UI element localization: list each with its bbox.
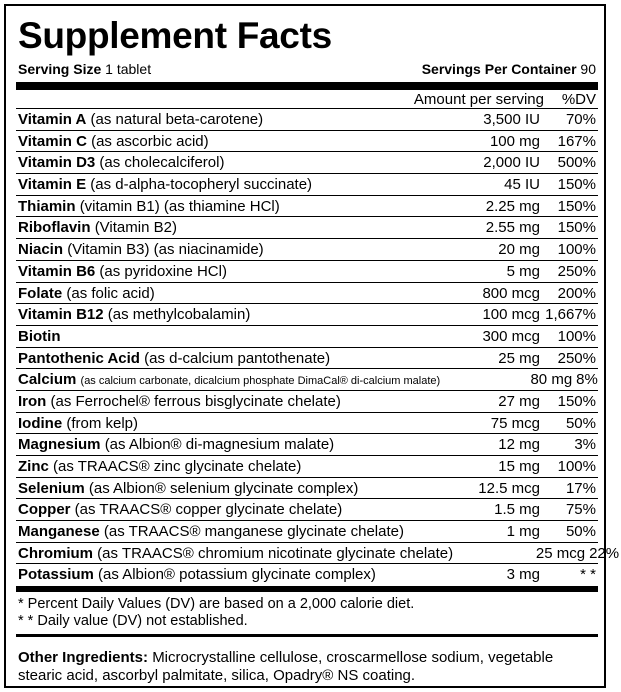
nutrient-name: Biotin [18,327,61,345]
amount-cell: 80 mg [530,371,573,389]
nutrient-name-cell [16,456,408,477]
amount-cell: 3,500 IU [483,111,540,128]
nutrient-source: (as d-calcium pantothenate) [144,349,331,367]
nutrient-source: (as TRAACS® manganese glycinate chelate) [103,523,404,541]
dv-cell: 50% [565,414,596,432]
amount-cell: 1.5 mg [494,501,540,519]
dv-cell: 150% [557,197,596,215]
serving-info [16,60,598,82]
table-row [16,413,598,435]
nutrient-source: (as ascorbic acid) [91,132,209,150]
amount-cell: 2.55 mg [485,219,540,237]
nutrient-name-cell [16,434,408,455]
servings-per-container-label: Servings Per Container [421,61,577,77]
nutrient-name-cell [16,521,408,542]
table-row [16,152,598,174]
nutrient-name-cell [16,304,408,325]
dv-cell: 22% [589,544,620,562]
table-row [16,217,598,239]
nutrient-source: (as TRAACS® copper glycinate chelate) [74,501,343,519]
panel-title: Supplement Facts [18,15,332,56]
nutrient-name: Selenium [18,479,85,497]
amount-cell: 12.5 mcg [478,479,540,497]
table-row [16,456,598,478]
nutrient-source: (as calcium carbonate, dicalcium phosphate DimaCal® di-calcium malate) [80,375,441,388]
nutrient-source: (as TRAACS® zinc glycinate chelate) [53,458,302,475]
table-row [16,239,598,261]
other-ingredients-label: Other Ingredients: [18,649,149,667]
nutrient-source: (from kelp) [66,414,139,432]
nutrient-name-cell [16,564,408,586]
nutrient-name: Vitamin C [18,132,87,150]
table-row [16,478,598,500]
dv-cell: 200% [557,284,596,302]
nutrient-table [16,109,620,586]
supplement-facts-panel [4,4,620,688]
nutrient-source: (Vitamin B2) [94,219,177,237]
nutrient-name: Vitamin D3 [18,154,96,172]
nutrient-source: (as cholecalciferol) [99,154,225,172]
dv-cell: 250% [557,262,596,280]
nutrient-name-cell [16,196,408,217]
nutrient-name-cell [16,499,408,520]
amount-cell: 27 mg [498,392,540,410]
dv-cell: 70% [565,111,596,128]
nutrient-name-cell [16,131,408,152]
dv-cell: 167% [557,132,596,150]
nutrient-source: (as Ferrochel® ferrous bisglycinate chelate) [50,392,341,410]
nutrient-name: Thiamin [18,197,76,215]
nutrient-name-cell [16,369,440,390]
amount-cell: 5 mg [506,262,540,280]
amount-cell: 2,000 IU [483,154,540,172]
dv-cell: 150% [557,176,596,194]
dv-cell: 100% [557,241,596,259]
nutrient-source: (as Albion® potassium glycinate complex) [98,566,376,584]
nutrient-name: Pantothenic Acid [18,349,140,367]
amount-cell: 25 mcg [535,544,586,562]
footnote-dv-basis: * Percent Daily Values (DV) are based on a 2,000 calorie diet. [18,596,415,613]
nutrient-source: (as TRAACS® chromium nicotinate glycinate chelate) [97,544,454,562]
table-row [16,543,620,565]
nutrient-name-cell [16,326,408,347]
nutrient-name-cell [16,391,408,412]
table-row [16,326,598,348]
table-row [16,434,598,456]
nutrient-name-cell [16,543,453,564]
serving-size-label: Serving Size [18,61,102,77]
table-row [16,369,598,391]
dv-cell: 50% [565,523,596,541]
nutrient-source: (as pyridoxine HCl) [99,262,227,280]
amount-cell: 1 mg [506,523,540,541]
amount-cell: 15 mg [498,458,540,475]
other-ingredients-text: Microcrystalline cellulose, croscarmellose sodium, vegetable stearic acid, ascorbyl palmitate, silica, Opadry® NS coating. [18,649,554,685]
nutrient-name: Zinc [18,458,49,475]
nutrient-name: Vitamin E [18,176,87,194]
amount-cell: 100 mg [489,132,540,150]
dv-cell: 150% [557,219,596,237]
nutrient-name: Iodine [18,414,63,432]
nutrient-name-cell [16,348,408,369]
nutrient-source: (as folic acid) [66,284,155,302]
nutrient-name: Iron [18,392,47,410]
dv-cell: 75% [565,501,596,519]
dv-cell: 100% [557,327,596,345]
nutrient-name-cell [16,478,408,499]
nutrient-name: Vitamin A [18,111,87,128]
nutrient-name: Potassium [18,566,94,584]
nutrient-source: (Vitamin B3) (as niacinamide) [67,241,264,259]
nutrient-name: Magnesium [18,436,101,454]
footnotes [16,586,598,630]
nutrient-source: (vitamin B1) (as thiamine HCl) [79,197,280,215]
nutrient-name-cell [16,261,408,282]
table-row [16,304,598,326]
nutrient-name-cell [16,152,408,173]
thick-divider [16,82,598,90]
table-row [16,109,598,131]
nutrient-name-cell [16,174,408,195]
dv-cell: 17% [565,479,596,497]
nutrient-name: Folate [18,284,63,302]
other-ingredients [16,634,598,685]
column-header-row [16,90,598,109]
dv-column-header: %DV [561,91,596,108]
table-row [16,521,598,543]
amount-cell: 800 mcg [482,284,540,302]
nutrient-source: (as methylcobalamin) [107,306,251,324]
amount-cell: 300 mcg [482,327,540,345]
amount-cell: 75 mcg [490,414,540,432]
amount-cell: 20 mg [498,241,540,259]
nutrient-name-cell [16,109,408,130]
servings-per-container-value: 90 [580,61,596,77]
table-row [16,283,598,305]
nutrient-source: (as Albion® selenium glycinate complex) [88,479,359,497]
nutrient-name: Vitamin B12 [18,306,104,324]
dv-cell: 100% [557,458,596,475]
nutrient-name: Niacin [18,241,64,259]
nutrient-source: (as d-alpha-tocopheryl succinate) [90,176,313,194]
nutrient-name-cell [16,239,408,260]
nutrient-name: Calcium [18,371,77,389]
table-row [16,196,598,218]
table-row [16,174,598,196]
dv-cell: 250% [557,349,596,367]
nutrient-name: Vitamin B6 [18,262,96,280]
dv-cell: 3% [574,436,596,454]
amount-cell: 2.25 mg [485,197,540,215]
table-row [16,564,598,586]
nutrient-name-cell [16,283,408,304]
amount-cell: 100 mcg [482,306,540,324]
table-row [16,131,598,153]
dv-cell: * * [580,566,596,584]
serving-size-value: 1 tablet [105,61,152,77]
nutrient-name-cell [16,413,408,434]
nutrient-source: (as Albion® di-magnesium malate) [104,436,335,454]
column-header-spacer [16,90,394,108]
amount-cell: 12 mg [498,436,540,454]
dv-cell: 500% [557,154,596,172]
dv-cell: 1,667% [545,306,596,324]
nutrient-source: (as natural beta-carotene) [90,111,264,128]
table-row [16,499,598,521]
table-row [16,391,598,413]
table-row [16,348,598,370]
nutrient-name: Riboflavin [18,219,91,237]
serving-size [18,60,151,82]
table-row [16,261,598,283]
nutrient-name: Manganese [18,523,100,541]
dv-cell: 150% [557,392,596,410]
nutrient-name-cell [16,217,408,238]
nutrient-name: Copper [18,501,71,519]
nutrient-name: Chromium [18,544,93,562]
amount-cell: 45 IU [504,176,540,194]
amount-cell: 25 mg [498,349,540,367]
amount-column-header: Amount per serving [413,91,544,108]
amount-cell: 3 mg [506,566,540,584]
footnote-not-established: * * Daily value (DV) not established. [18,613,248,630]
servings-per-container [422,60,596,82]
dv-cell: 8% [576,371,598,389]
